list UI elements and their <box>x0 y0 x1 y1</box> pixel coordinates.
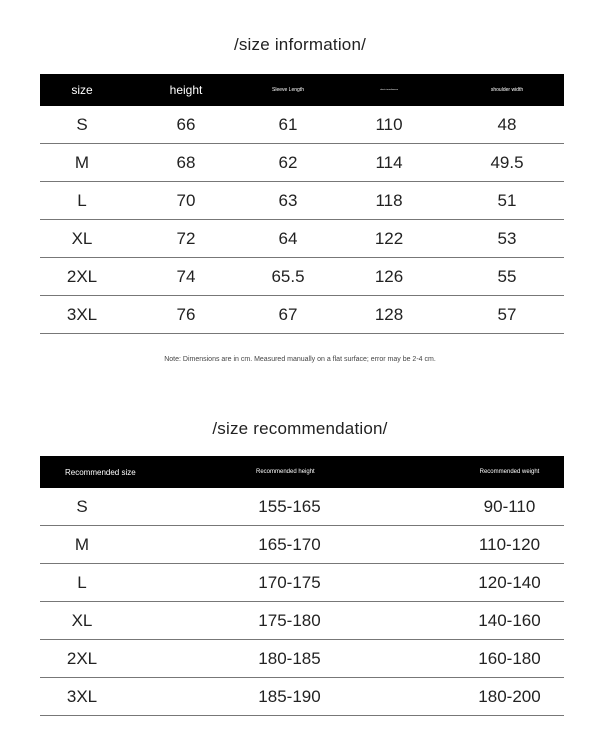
cell: 165-170 <box>258 534 321 554</box>
header-recommended-height: Recommended height <box>256 469 315 475</box>
cell: 3XL <box>66 304 98 324</box>
cell: 62 <box>278 152 298 172</box>
table-header <box>40 456 564 488</box>
cell: 61 <box>278 114 298 134</box>
cell: 122 <box>374 228 404 248</box>
cell: 2XL <box>66 648 98 668</box>
cell: S <box>76 114 88 134</box>
table-row <box>40 640 564 678</box>
cell: 64 <box>278 228 298 248</box>
size-information-title: /size information/ <box>233 35 367 54</box>
cell: 55 <box>497 266 517 286</box>
cell: M <box>74 534 90 554</box>
table-row <box>40 564 564 602</box>
cell: 90-110 <box>483 496 536 516</box>
header-sleeve-length: Sleeve Length <box>272 87 304 93</box>
table-header <box>40 74 564 106</box>
cell: 185-190 <box>258 686 321 706</box>
cell: 3XL <box>66 686 98 706</box>
cell: 128 <box>374 304 404 324</box>
cell: M <box>74 152 90 172</box>
cell: 118 <box>375 190 403 210</box>
cell: S <box>76 496 88 516</box>
cell: 66 <box>176 114 196 134</box>
measurement-note: Note: Dimensions are in cm. Measured manually on a flat surface; error may be 2-4 cm. <box>164 356 436 363</box>
cell: 74 <box>176 266 196 286</box>
cell: 51 <box>497 190 517 210</box>
cell: 114 <box>375 152 403 172</box>
cell: 140-160 <box>478 610 541 630</box>
cell: 2XL <box>66 266 98 286</box>
table-row <box>40 602 564 640</box>
cell: 53 <box>497 228 517 248</box>
table-row <box>40 258 564 296</box>
cell: 180-185 <box>258 648 321 668</box>
cell: XL <box>71 228 93 248</box>
header-height: height <box>169 83 203 97</box>
cell: 70 <box>176 190 196 210</box>
cell: 67 <box>278 304 298 324</box>
cell: XL <box>71 610 93 630</box>
cell: 63 <box>278 190 298 210</box>
cell: 65.5 <box>271 266 305 286</box>
table-row <box>40 678 564 716</box>
cell: 57 <box>497 304 517 324</box>
header-shoulder-width: shoulder width <box>490 87 524 93</box>
cell: 72 <box>176 228 196 248</box>
cell: L <box>77 572 87 592</box>
header-size: size <box>71 83 93 97</box>
cell: 155-165 <box>258 496 321 516</box>
cell: 170-175 <box>258 572 321 592</box>
table-row <box>40 220 564 258</box>
table-row <box>40 488 564 526</box>
cell: 110 <box>375 114 403 134</box>
size-information-table <box>40 74 564 334</box>
header-recommended-weight: Recommended weight <box>479 469 540 475</box>
cell: 110-120 <box>478 534 541 554</box>
size-recommendation-title: /size recommendation/ <box>212 419 388 438</box>
cell: 120-140 <box>478 572 541 592</box>
header-recommended-size: Recommended size <box>65 467 136 477</box>
cell: 48 <box>497 114 517 134</box>
header-chest: chest circumference <box>380 89 398 91</box>
table-row <box>40 182 564 220</box>
cell: 160-180 <box>478 648 541 668</box>
cell: 49.5 <box>490 152 524 172</box>
table-row <box>40 106 564 144</box>
size-recommendation-table <box>40 456 564 716</box>
table-row <box>40 526 564 564</box>
cell: 126 <box>374 266 404 286</box>
table-row <box>40 144 564 182</box>
cell: L <box>77 190 87 210</box>
table-row <box>40 296 564 334</box>
cell: 175-180 <box>258 610 321 630</box>
cell: 68 <box>176 152 196 172</box>
cell: 76 <box>176 304 196 324</box>
cell: 180-200 <box>478 686 541 706</box>
